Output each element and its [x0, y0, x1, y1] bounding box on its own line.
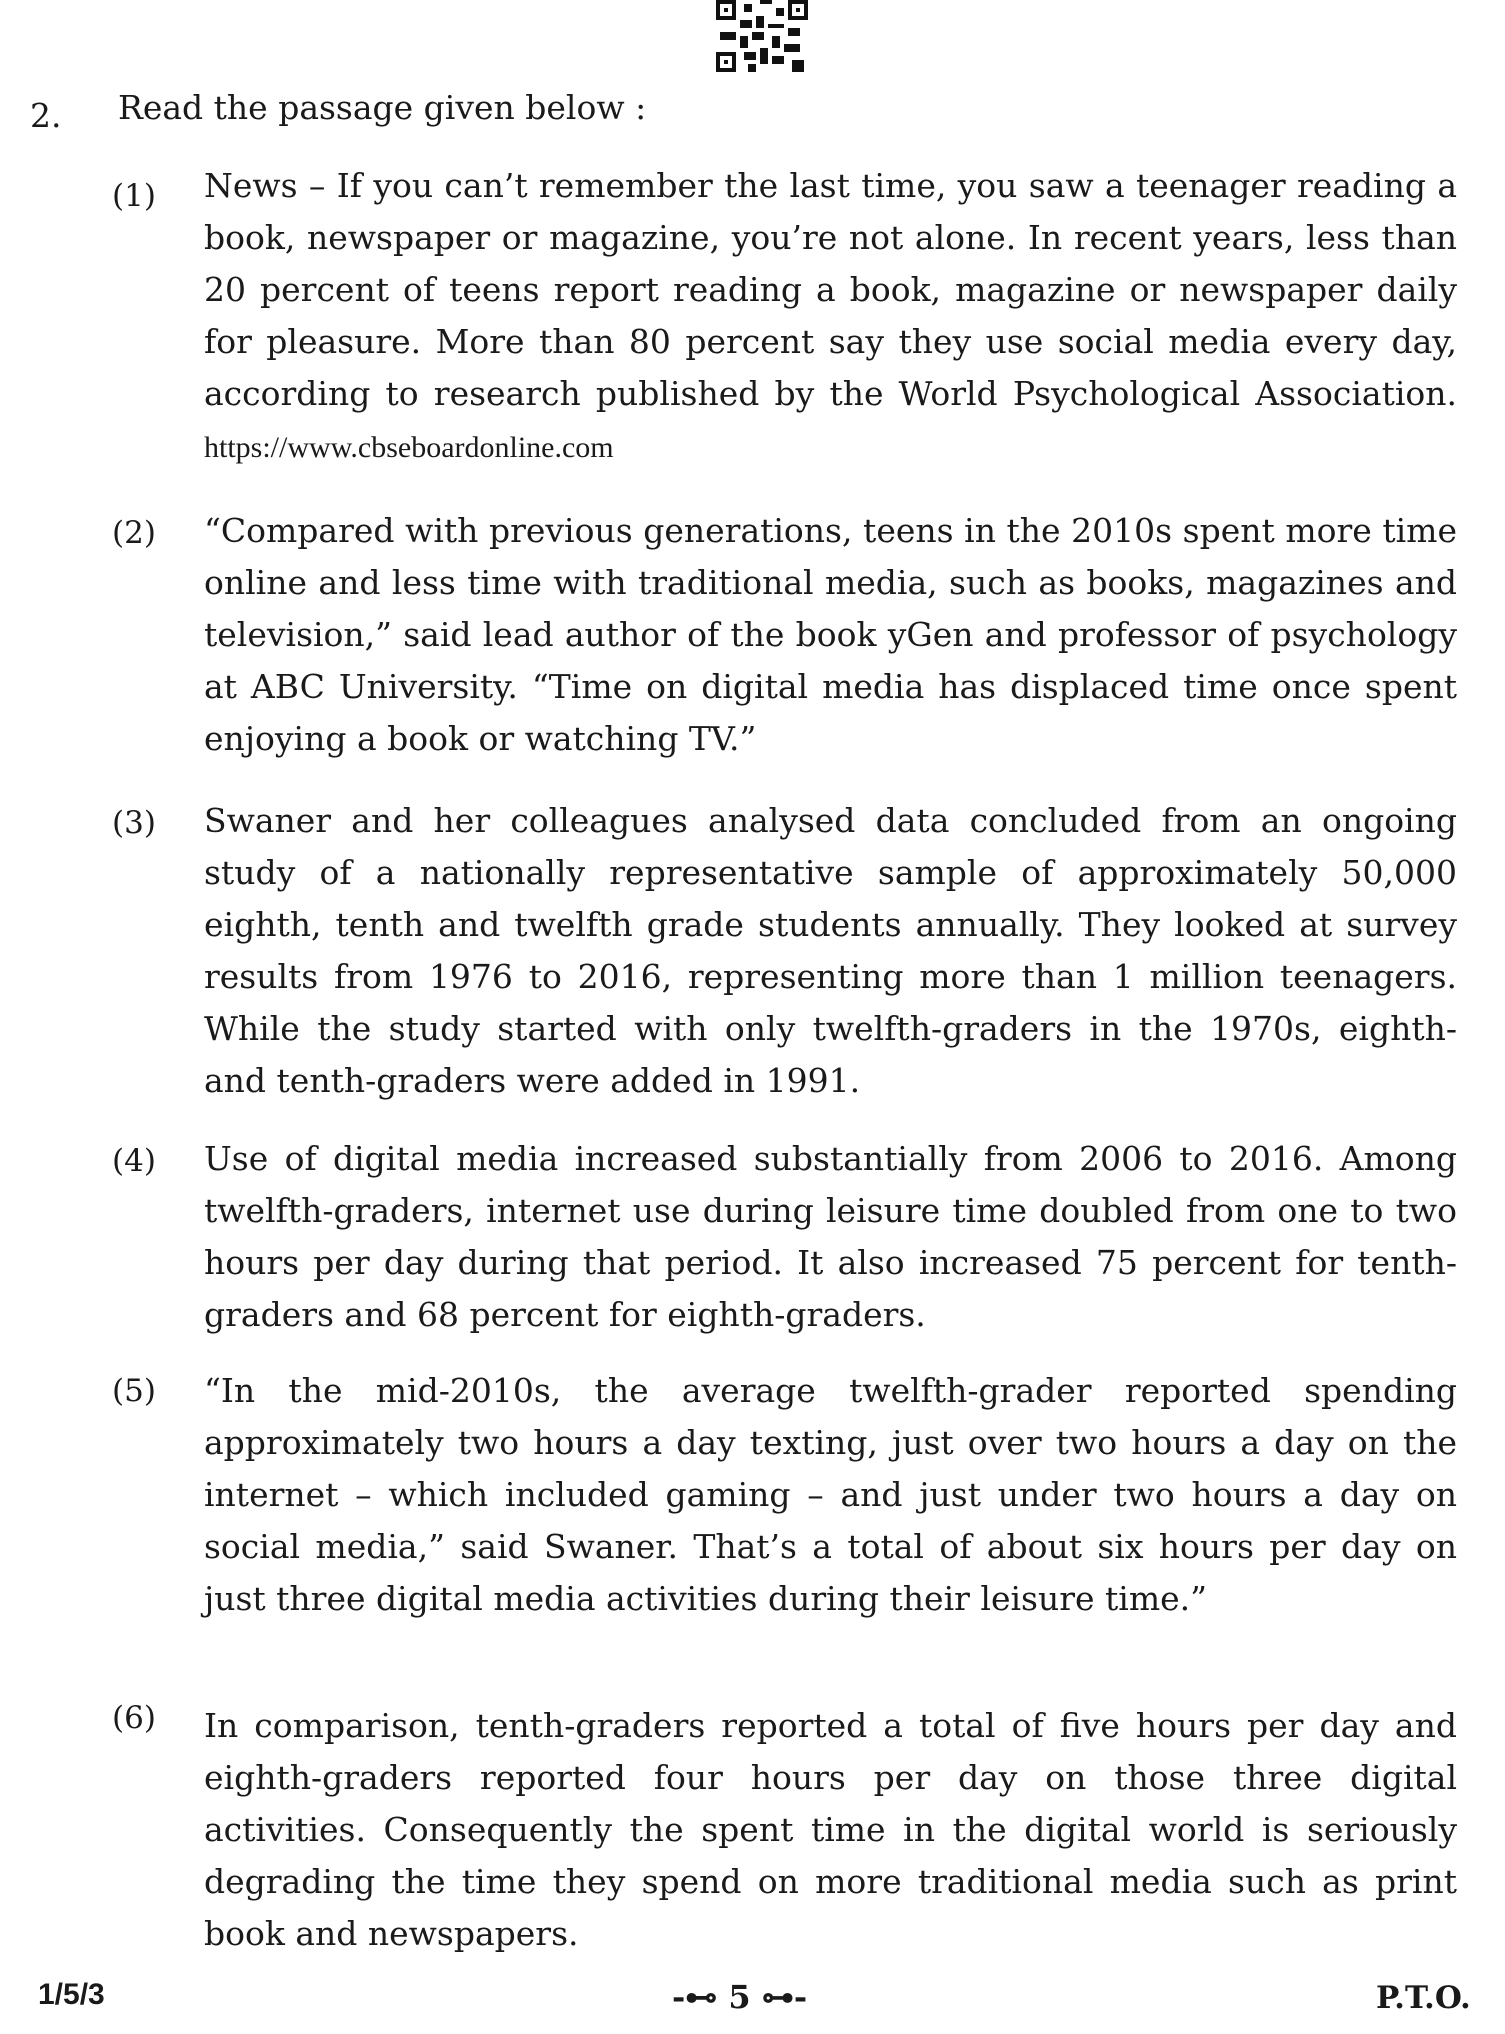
please-turn-over: P.T.O.: [1376, 1980, 1471, 2016]
paragraph-number: (3): [112, 805, 156, 841]
question-stem: Read the passage given below :: [118, 88, 647, 127]
paragraph-number: (4): [112, 1143, 156, 1179]
paragraph-text: In comparison, tenth-graders reported a total of five hours per day and eighth-graders reported four hours per day on those three digital activities. Consequently the spent time in the digital world is seriously degrading the time they spend on more traditional media such as print book and newspapers.: [204, 1706, 1457, 1953]
paragraph-text: Use of digital media increased substantially from 2006 to 2016. Among twelfth-graders, internet use during leisure time doubled from one to two hours per day during that period. It also increased 75 percent for tenth-graders and 68 percent for eighth-graders.: [204, 1139, 1457, 1334]
paragraph-text: “In the mid-2010s, the average twelfth-grader reported spending approximately two hours a day texting, just over two hours a day on the internet – which included gaming – and just under two hours a day on social media,” said Swaner. That’s a total of about six hours per day on just three digital media activities during their leisure time.”: [204, 1371, 1457, 1618]
paragraph-number: (5): [112, 1373, 156, 1409]
paragraph-number: (2): [112, 515, 156, 551]
paragraph-number: (6): [112, 1700, 156, 1736]
paragraph-number: (1): [112, 178, 156, 214]
qr-code-image: [716, 0, 808, 72]
paragraph-text: “Compared with previous generations, teens in the 2010s spent more time online and less time with traditional media, such as books, magazines and television,” said lead author of the book yGen and professor of psychology at ABC University. “Time on digital media has displaced time once spent enjoying a book or watching TV.”: [204, 511, 1457, 758]
paper-code: 1/5/3: [38, 1978, 105, 2011]
question-number: 2.: [30, 96, 62, 135]
paragraph-text: News – If you can’t remember the last time, you saw a teenager reading a book, newspaper or magazine, you’re not alone. In recent years, less than 20 percent of teens report reading a book, magazine or newspaper daily for pleasure. More than 80 percent say they use social media every day, according to research published by the World Psychological Association. https://www.cbseboardonline.com: [204, 166, 1457, 464]
paragraph-text: Swaner and her colleagues analysed data concluded from an ongoing study of a nationally representative sample of approximately 50,000 eighth, tenth and twelfth grade students annually. They looked at survey results from 1976 to 2016, representing more than 1 million teenagers. While the study started with only twelfth-graders in the 1970s, eighth- and tenth-graders were added in 1991.: [204, 801, 1457, 1100]
page-number: -⊷ 5 ⊶-: [672, 1978, 808, 2016]
source-url: https://www.cbseboardonline.com: [204, 431, 614, 464]
